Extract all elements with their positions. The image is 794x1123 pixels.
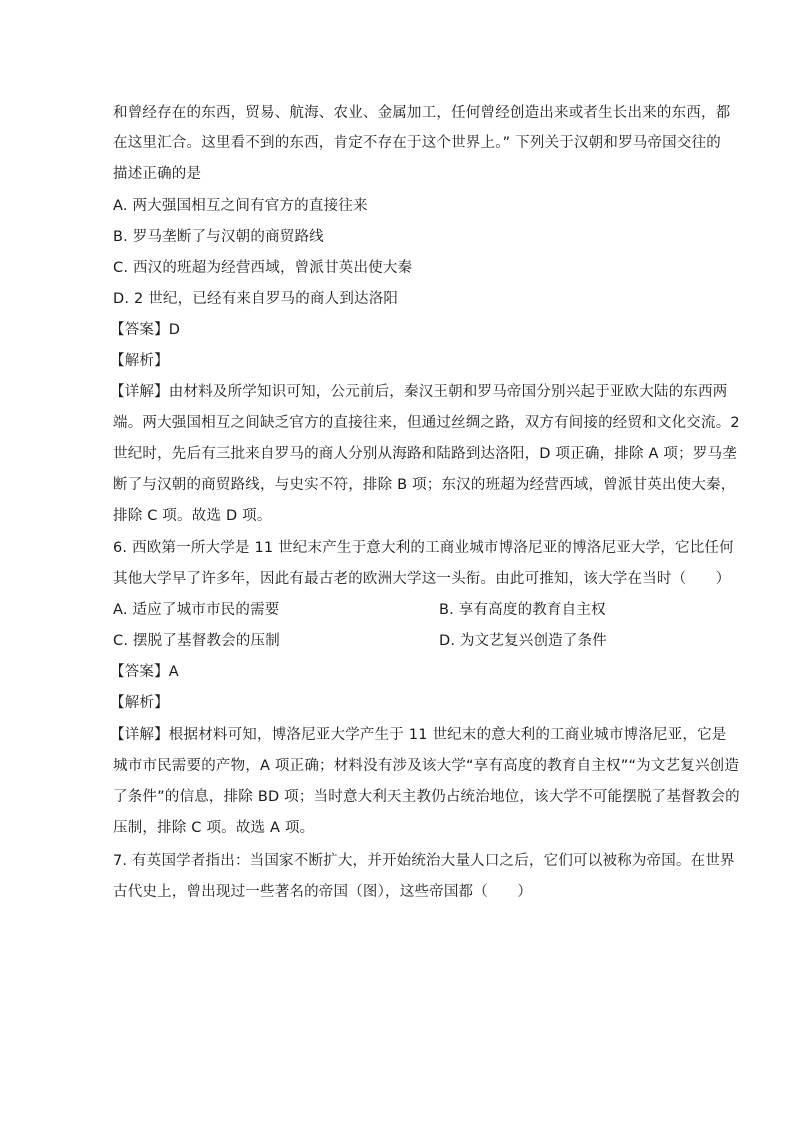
q5-detail-line-1: 【详解】由材料及所学知识可知，公元前后，秦汉王朝和罗马帝国分别兴起于亚欧大陆的东西两 bbox=[110, 384, 728, 400]
q5-stem-line-3: 描述正确的是 bbox=[113, 166, 202, 182]
q6-option-b: B. 享有高度的教育自主权 bbox=[439, 602, 606, 618]
q6-option-c: C. 摆脱了基督教会的压制 bbox=[113, 633, 280, 649]
q5-detail-line-4: 断了与汉朝的商贸路线，与史实不符，排除 B 项；东汉的班超为经营西域，曾派甘英出使大秦， bbox=[113, 477, 736, 493]
q5-option-a: A. 两大强国相互之间有官方的直接往来 bbox=[113, 198, 368, 214]
q6-detail-line-4: 压制，排除 C 项。故选 A 项。 bbox=[113, 820, 315, 836]
q5-detail-line-5: 排除 C 项。故选 D 项。 bbox=[113, 508, 272, 524]
q6-detail-line-2: 城市市民需要的产物，A 项正确；材料没有涉及该大学“享有高度的教育自主权”“为文艺复兴创造 bbox=[113, 758, 740, 774]
q5-option-c: C. 西汉的班超为经营西域，曾派甘英出使大秦 bbox=[113, 260, 413, 276]
q6-analysis-label: 【解析】 bbox=[110, 695, 169, 711]
q6-option-d: D. 为文艺复兴创造了条件 bbox=[439, 633, 607, 649]
q5-stem-line-1: 和曾经存在的东西，贸易、航海、农业、金属加工，任何曾经创造出来或者生长出来的东西，都 bbox=[113, 105, 731, 121]
q5-option-b: B. 罗马垄断了与汉朝的商贸路线 bbox=[113, 229, 324, 245]
q5-answer: 【答案】D bbox=[110, 322, 181, 338]
q6-detail-line-3: 了条件”的信息，排除 BD 项；当时意大利天主教仍占统治地位，该大学不可能摆脱了基督教会的 bbox=[113, 789, 740, 805]
q5-detail-line-3: 世纪时，先后有三批来自罗马的商人分别从海路和陆路到达洛阳，D 项正确，排除 A 项；罗马垄 bbox=[113, 446, 737, 462]
q5-option-d: D. 2 世纪，已经有来自罗马的商人到达洛阳 bbox=[113, 291, 399, 307]
q6-option-a: A. 适应了城市市民的需要 bbox=[113, 602, 280, 618]
q7-stem-line-1: 7. 有英国学者指出：当国家不断扩大，并开始统治大量人口之后，它们可以被称为帝国。在世界 bbox=[113, 853, 735, 869]
q6-stem-line-2: 其他大学早了许多年，因此有最古老的欧洲大学这一头衔。由此可推知，该大学在当时（ ） bbox=[113, 571, 731, 587]
q6-stem-line-1: 6. 西欧第一所大学是 11 世纪末产生于意大利的工商业城市博洛尼亚的博洛尼亚大学，它比任何 bbox=[113, 540, 734, 556]
q7-stem-line-2: 古代史上，曾出现过一些著名的帝国（图），这些帝国都（ ） bbox=[113, 884, 533, 900]
q6-detail-line-1: 【详解】根据材料可知，博洛尼亚大学产生于 11 世纪末的意大利的工商业城市博洛尼亚，它是 bbox=[110, 727, 727, 743]
q6-answer: 【答案】A bbox=[110, 664, 179, 680]
q5-analysis-label: 【解析】 bbox=[110, 353, 169, 369]
q5-stem-line-2: 在这里汇合。这里看不到的东西，肯定不存在于这个世界上。” 下列关于汉朝和罗马帝国交往的 bbox=[113, 135, 721, 151]
q5-detail-line-2: 端。两大强国相互之间缺乏官方的直接往来，但通过丝绸之路，双方有间接的经贸和文化交流。2 bbox=[113, 415, 740, 431]
